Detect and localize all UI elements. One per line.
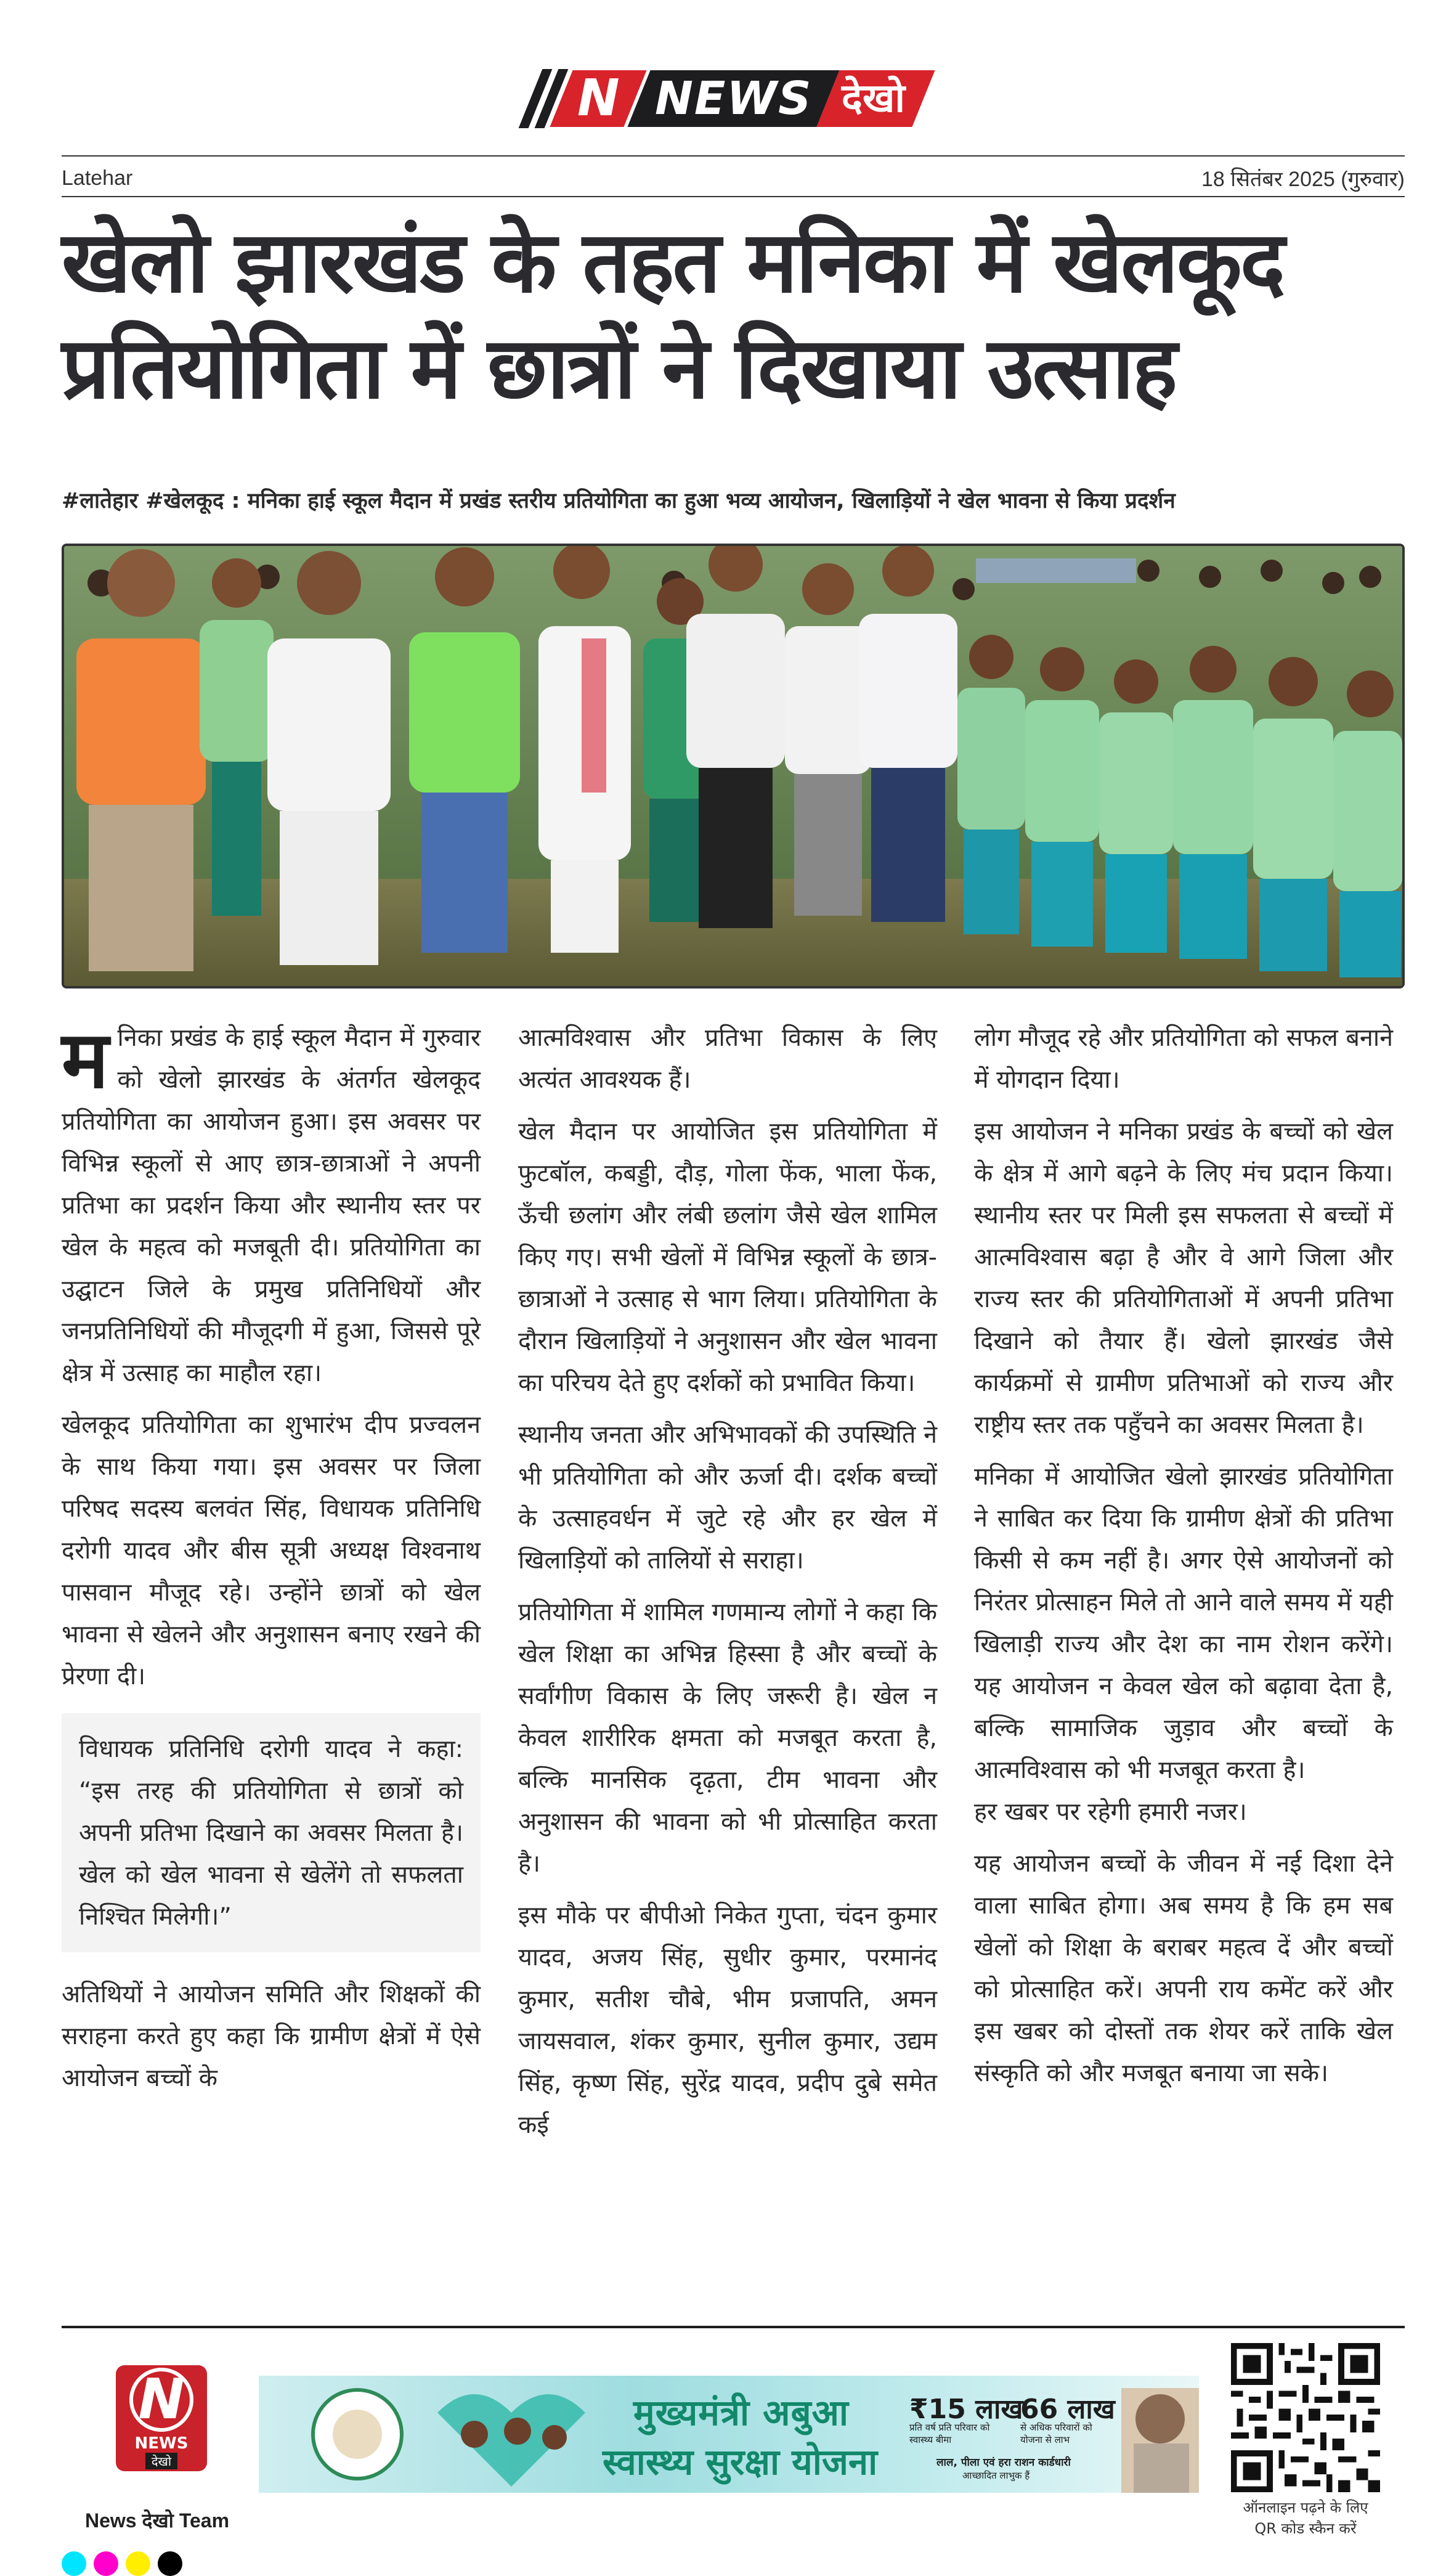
banner-amount-1-sub: प्रति वर्ष प्रति परिवार को स्वास्थ्य बीमा — [909, 2422, 990, 2445]
team-credit: News देखो Team — [85, 2509, 230, 2532]
footer-rule — [62, 2326, 1405, 2328]
paragraph: प्रतियोगिता में शामिल गणमान्य लोगों ने कहा कि खेल शिक्षा का अभिन्न हिस्सा है और बच्चों के सर्वांगीण विकास के लिए जरूरी है। खेल न केवल शारीरिक क्षमता को मजबूत करता है, बल्कि मानसिक दृढ़ता, टीम भावना और अनुशासन की भावना को भी प्रोत्साहित करता है। — [518, 1598, 937, 1878]
date-label: 18 सितंबर 2025 (गुरुवार) — [1201, 168, 1405, 191]
scheme-advert-banner[interactable] — [259, 2376, 1199, 2493]
headline-line-1: खेलो झारखंड के तहत मनिका में खेलकूद — [62, 213, 1284, 312]
paragraph: खेलकूद प्रतियोगिता का शुभारंभ दीप प्रज्वलन के साथ किया गया। इस अवसर पर जिला परिषद सदस्य बलवंत सिंह, विधायक प्रतिनिधि दरोगी यादव और बीस सूत्री अध्यक्ष विश्वनाथ पासवान मौजूद रहे। उन्होंने छात्रों को खेल भावना से खेलने और अनुशासन बनाए रखने की प्रेरणा दी। — [62, 1411, 481, 1690]
dateline-rule — [62, 196, 1405, 197]
paragraph — [62, 1014, 481, 1394]
top-rule — [62, 155, 1405, 157]
banner-amount-2: 66 लाख — [1020, 2394, 1115, 2425]
qr-caption-line-1: ऑनलाइन पढ़ने के लिए — [1243, 2499, 1368, 2516]
registration-mark-black — [158, 2551, 182, 2576]
paragraph: अतिथियों ने आयोजन समिति और शिक्षकों की सराहना करते हुए कहा कि ग्रामीण क्षेत्रों में ऐसे आयोजन बच्चों के — [62, 1980, 481, 2092]
footer-logo-dekho: देखो — [145, 2453, 177, 2469]
headline-line-2: प्रतियोगिता में छात्रों ने दिखाया उत्साह — [62, 319, 1176, 418]
qr-code[interactable] — [1231, 2343, 1380, 2492]
registration-mark-cyan — [62, 2551, 86, 2576]
banner-title-2: स्वास्थ्य सुरक्षा योजना — [603, 2441, 878, 2483]
paragraph: इस मौके पर बीपीओ निकेत गुप्ता, चंदन कुमार यादव, अजय सिंह, सुधीर कुमार, परमानंद कुमार, सतीश चौबे, भीम प्रजापति, अमन जायसवाल, शंकर कुमार, सुनील कुमार, उद्यम सिंह, कृष्ण सिंह, सुरेंद्र यादव, प्रदीप दुबे समेत कई — [518, 1901, 937, 2139]
paragraph: इस आयोजन ने मनिका प्रखंड के बच्चों को खेल के क्षेत्र में आगे बढ़ने के लिए मंच प्रदान किया। स्थानीय स्तर पर मिली इस सफलता से बच्चों में आत्मविश्वास बढ़ा है और वे आगे जिला और राज्य स्तर की प्रतियोगिताओं में अपनी प्रतिभा दिखाने को तैयार हैं। खेलो झारखंड जैसे कार्यक्रमों से ग्रामीण प्रतिभाओं को राज्य और राष्ट्रीय स्तर तक पहुँचने का अवसर मिलता है। — [974, 1117, 1393, 1439]
dateline — [62, 163, 1405, 194]
logo-news-text: NEWS — [654, 72, 813, 125]
qr-caption — [1211, 2497, 1400, 2539]
drop-cap: म — [62, 1014, 109, 1106]
banner-amount-2-sub: से अधिक परिवारों को योजना से लाभ — [1020, 2422, 1092, 2445]
paragraph: यह आयोजन बच्चों के जीवन में नई दिशा देने वाला साबित होगा। अब समय है कि हम सब खेलों को शिक्षा के बराबर महत्व दें और बच्चों को प्रोत्साहित करें। अपनी राय कमेंट करें और इस खबर को दोस्तों तक शेयर करें ताकि खेल संस्कृति को और मजबूत बनाया जा सके। — [974, 1849, 1393, 2087]
logo-dekho-text: देखो — [842, 76, 906, 121]
subheadline: #लातेहार #खेलकूद : मनिका हाई स्कूल मैदान में प्रखंड स्तरीय प्रतियोगिता का हुआ भव्य आयोजन, खिलाड़ियों ने खेल भावना से किया प्रदर्शन — [62, 489, 1176, 513]
registration-mark-yellow — [126, 2551, 150, 2576]
paragraph: मनिका में आयोजित खेलो झारखंड प्रतियोगिता ने साबित कर दिया कि ग्रामीण क्षेत्रों की प्रतिभा किसी से कम नहीं है। अगर ऐसे आयोजनों को निरंतर प्रोत्साहन मिले तो आने वाले समय में यही खिलाड़ी राज्य और देश का नाम रोशन करेंगे। यह आयोजन न केवल खेल को बढ़ावा देता है, बल्कि सामाजिक जुड़ाव और बच्चों के आत्मविश्वास को भी मजबूत करता है। — [974, 1462, 1393, 1784]
masthead — [0, 68, 1454, 136]
footer-logo[interactable] — [116, 2365, 207, 2471]
logo-news-word — [627, 70, 840, 127]
banner-tagline-2: आच्छादित लाभुक हैं — [962, 2470, 1030, 2481]
logo-letter: N — [577, 69, 620, 128]
article-column-1 — [62, 1014, 481, 2109]
registration-mark-magenta — [94, 2551, 118, 2576]
article-column-2 — [518, 1017, 937, 2156]
headline — [62, 210, 1405, 422]
qr-code-graphic — [1231, 2343, 1380, 2492]
paragraph-text: निका प्रखंड के हाई स्कूल मैदान में गुरुवार को खेलो झारखंड के अंतर्गत खेलकूद प्रतियोगिता का आयोजन हुआ। इस अवसर पर विभिन्न स्कूलों से आए छात्र-छात्राओं ने अपनी प्रतिभा का प्रदर्शन किया और स्थानीय स्तर पर खेल के महत्व को मजबूती दी। प्रतियोगिता का उद्घाटन जिले के प्रमुख प्रतिनिधियों और जनप्रतिनिधियों की मौजूदगी में हुआ, जिससे पूरे क्षेत्र में उत्साह का माहौल रहा। — [62, 1024, 481, 1387]
paragraph: स्थानीय जनता और अभिभावकों की उपस्थिति ने भी प्रतियोगिता को और ऊर्जा दी। दर्शक बच्चों के उत्साहवर्धन में जुटे रहे और हर खेल में खिलाड़ियों को तालियों से सराहा। — [518, 1420, 937, 1575]
location-label: Latehar — [62, 166, 133, 190]
paragraph: हर खबर पर रहेगी हमारी नजर। — [974, 1798, 1247, 1826]
pull-quote: विधायक प्रतिनिधि दरोगी यादव ने कहा: “इस तरह की प्रतियोगिता से छात्रों को अपनी प्रतिभा दिखाने का अवसर मिलता है। खेल को खेल भावना से खेलेंगे तो सफलता निश्चित मिलेगी।” — [62, 1713, 481, 1952]
footer-logo-letter: N — [129, 2368, 193, 2432]
news-dekho-logo[interactable] — [530, 68, 924, 129]
footer-logo-news: NEWS — [134, 2434, 189, 2453]
banner-tagline: लाल, पीला एवं हरा राशन कार्डधारी — [936, 2456, 1071, 2469]
lead-photo — [62, 544, 1405, 988]
article-column-3 — [974, 1017, 1393, 2104]
paragraph: खेल मैदान पर आयोजित इस प्रतियोगिता में फुटबॉल, कबड्डी, दौड़, गोला फेंक, भाला फेंक, ऊँची छलांग और लंबी छलांग जैसे खेल शामिल किए गए। सभी खेलों में विभिन्न स्कूलों के छात्र-छात्राओं ने उत्साह से भाग लिया। प्रतियोगिता के दौरान खिलाड़ियों ने अनुशासन और खेल भावना का परिचय देते हुए दर्शकों को प्रभावित किया। — [518, 1117, 937, 1397]
paragraph: आत्मविश्वास और प्रतिभा विकास के लिए अत्यंत आवश्यक हैं। — [518, 1024, 937, 1094]
paragraph: लोग मौजूद रहे और प्रतियोगिता को सफल बनाने में योगदान दिया। — [974, 1024, 1393, 1094]
qr-caption-line-2: QR कोड स्कैन करें — [1254, 2520, 1357, 2537]
banner-title-1: मुख्यमंत्री अबुआ — [633, 2392, 849, 2434]
banner-amount-1: ₹15 लाख — [909, 2394, 1023, 2425]
photo-illustration — [64, 546, 1402, 986]
